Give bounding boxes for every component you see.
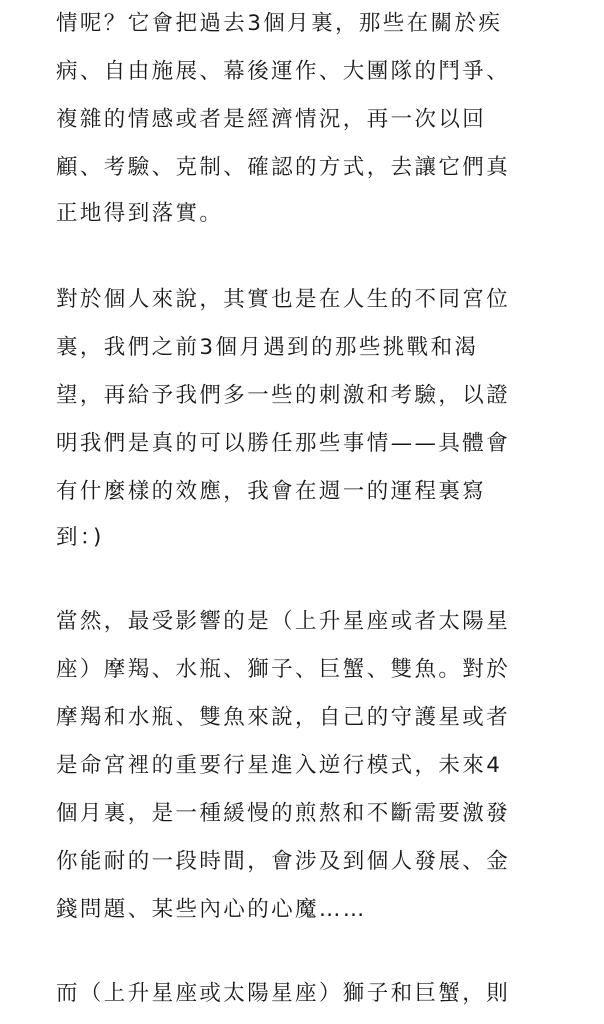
text-line: 有什麼樣的效應，我會在週一的運程裏寫	[56, 479, 487, 504]
text-line: 你能耐的一段時間，會涉及到個人發展、金	[56, 849, 511, 874]
text-line: 顧、考驗、克制、確認的方式，去讓它們真	[56, 155, 511, 180]
text-line: 個月裏，是一種緩慢的煎熬和不斷需要激發	[56, 801, 511, 826]
text-line: 座）摩羯、水瓶、獅子、巨蟹、雙魚。對於	[56, 657, 511, 682]
text-line: 正地得到落實。	[56, 201, 224, 226]
text-line: 是命宮裡的重要行星進入逆行模式，未來4	[56, 753, 503, 778]
text-line: 情呢？它會把過去3個月裏，那些在關於疾	[56, 11, 503, 36]
text-line: 到：)	[56, 525, 104, 550]
text-line: 當然，最受影響的是（上升星座或者太陽星	[56, 609, 511, 634]
text-line: 望，再給予我們多一些的刺激和考驗，以證	[56, 383, 511, 408]
text-line: 明我們是真的可以勝任那些事情——具體會	[56, 431, 511, 456]
text-line: 對於個人來說，其實也是在人生的不同宮位	[56, 287, 511, 312]
text-line: 摩羯和水瓶、雙魚來說，自己的守護星或者	[56, 705, 511, 730]
text-line: 裏，我們之前3個月遇到的那些挑戰和渴	[56, 335, 479, 360]
text-line: 而（上升星座或太陽星座）獅子和巨蟹，則	[56, 981, 511, 1006]
text-line: 複雜的情感或者是經濟情況，再一次以回	[56, 107, 487, 132]
text-line: 錢問題、某些內心的心魔……	[56, 897, 367, 922]
text-line: 病、自由施展、幕後運作、大團隊的鬥爭、	[56, 59, 511, 84]
